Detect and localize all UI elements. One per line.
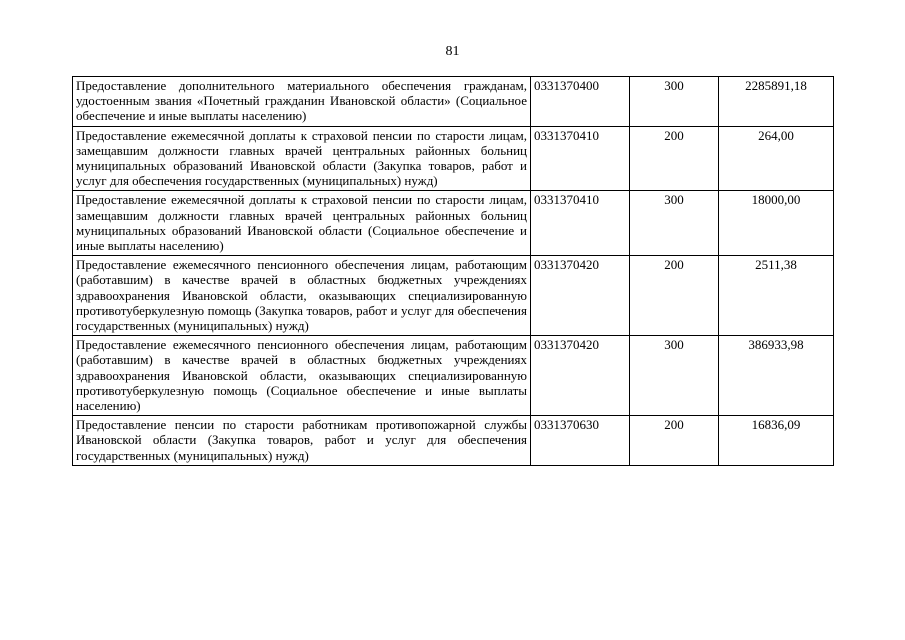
- amount: 264,00: [719, 126, 834, 191]
- row-description: Предоставление ежемесячного пенсионного обеспечения лицам, работающим (работавшим) в качестве врачей в областных бюджетных учреждениях здравоохранения Ивановской области, оказывающих специализированную противотуберкулезную помощь (Закупка товаров, работ и услуг для обеспечения государственных (муниципальных) нужд): [73, 256, 531, 336]
- table-row: [73, 77, 834, 127]
- expense-type: 200: [630, 416, 719, 466]
- target-code: 0331370420: [531, 256, 630, 336]
- amount: 2285891,18: [719, 77, 834, 127]
- row-description: Предоставление ежемесячного пенсионного обеспечения лицам, работающим (работавшим) в качестве врачей в областных бюджетных учреждениях здравоохранения Ивановской области, оказывающих специализированную противотуберкулезную помощь (Социальное обеспечение и иные выплаты населению): [73, 336, 531, 416]
- amount: 16836,09: [719, 416, 834, 466]
- target-code: 0331370630: [531, 416, 630, 466]
- expense-type: 300: [630, 336, 719, 416]
- amount: 18000,00: [719, 191, 834, 256]
- expense-type: 300: [630, 77, 719, 127]
- expense-type: 200: [630, 126, 719, 191]
- target-code: 0331370420: [531, 336, 630, 416]
- target-code: 0331370400: [531, 77, 630, 127]
- expense-type: 200: [630, 256, 719, 336]
- expense-type: 300: [630, 191, 719, 256]
- table-row: [73, 336, 834, 416]
- target-code: 0331370410: [531, 126, 630, 191]
- row-description: Предоставление ежемесячной доплаты к страховой пенсии по старости лицам, замещавшим должности главных врачей центральных районных больниц муниципальных образований Ивановской области (Закупка товаров, работ и услуг для обеспечения государственных (муниципальных) нужд): [73, 126, 531, 191]
- table-row: [73, 191, 834, 256]
- table-row: [73, 256, 834, 336]
- table-row: [73, 126, 834, 191]
- row-description: Предоставление дополнительного материального обеспечения гражданам, удостоенным звания «Почетный гражданин Ивановской области» (Социальное обеспечение и иные выплаты населению): [73, 77, 531, 127]
- budget-table: [72, 76, 834, 466]
- table-row: [73, 416, 834, 466]
- page-number: 81: [445, 44, 460, 59]
- target-code: 0331370410: [531, 191, 630, 256]
- amount: 386933,98: [719, 336, 834, 416]
- row-description: Предоставление пенсии по старости работникам противопожарной службы Ивановской области (Закупка товаров, работ и услуг для обеспечения государственных (муниципальных) нужд): [73, 416, 531, 466]
- amount: 2511,38: [719, 256, 834, 336]
- row-description: Предоставление ежемесячной доплаты к страховой пенсии по старости лицам, замещавшим должности главных врачей центральных районных больниц муниципальных образований Ивановской области (Социальное обеспечение и иные выплаты населению): [73, 191, 531, 256]
